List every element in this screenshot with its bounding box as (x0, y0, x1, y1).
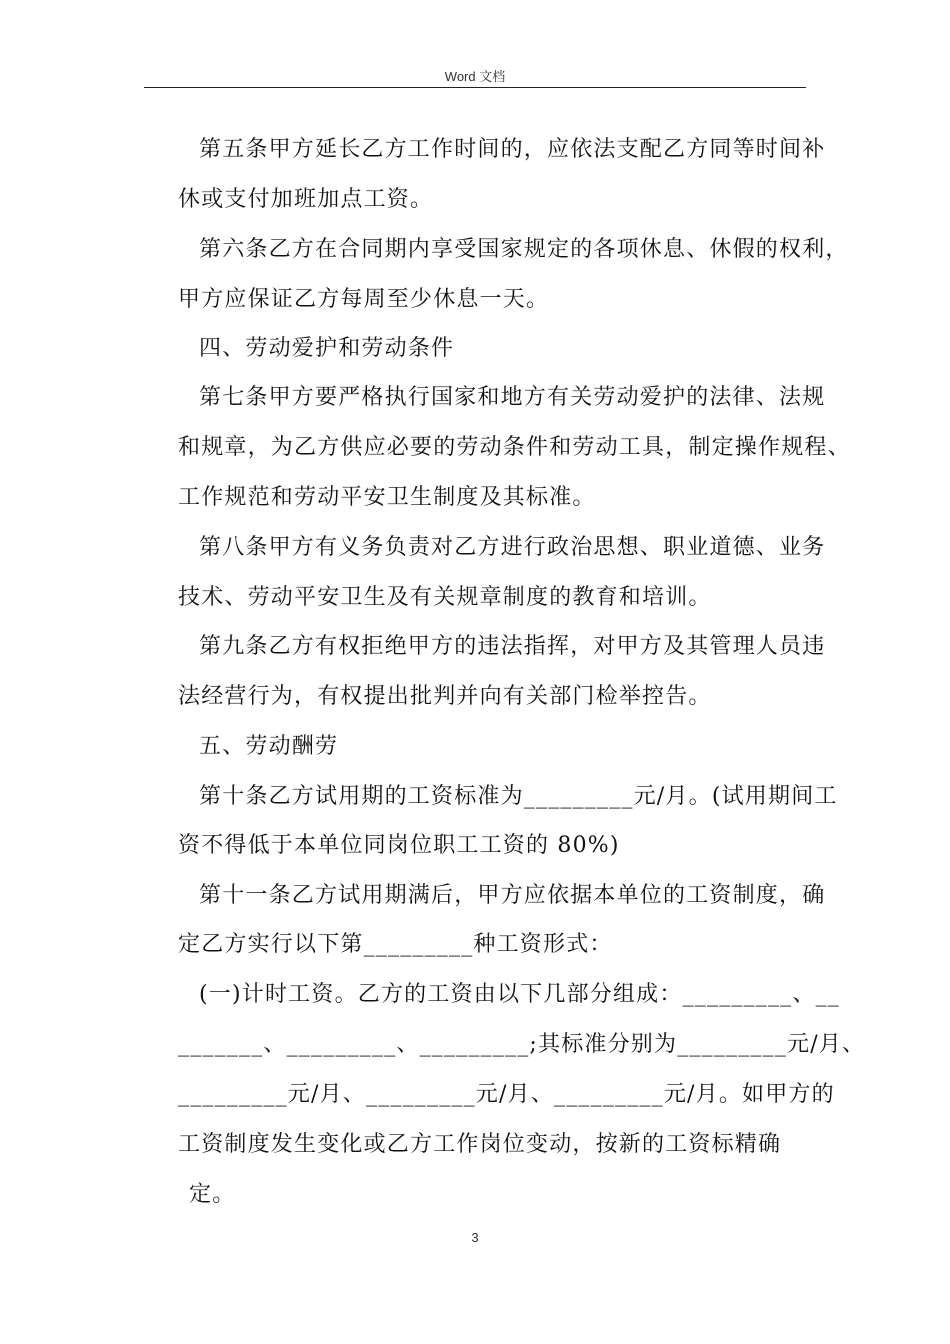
paragraph-line: 和规章，为乙方供应必要的劳动条件和劳动工具，制定操作规程、 (178, 435, 851, 460)
paragraph-line: 定乙方实行以下第_________种工资形式： (178, 932, 613, 957)
section-heading: 五、劳动酬劳 (199, 734, 339, 759)
section-heading: 四、劳动爱护和劳动条件 (199, 336, 455, 361)
paragraph-line: 休或支付加班加点工资。 (178, 187, 434, 212)
paragraph-line: 第八条甲方有义务负责对乙方进行政治思想、职业道德、业务 (199, 535, 826, 560)
page-header: Word 文档 (444, 69, 506, 84)
paragraph-line: 第九条乙方有权拒绝甲方的违法指挥，对甲方及其管理人员违 (199, 634, 826, 659)
paragraph-line: 第六条乙方在合同期内享受国家规定的各项休息、休假的权利， (199, 237, 849, 262)
paragraph-line: _______、_________、_________;其标准分别为_________元/月、 (178, 1032, 866, 1057)
page-number: 3 (471, 1230, 479, 1245)
paragraph-line: 工资制度发生变化或乙方工作岗位变动，按新的工资标精确 (178, 1132, 782, 1157)
paragraph-line: 法经营行为，有权提出批判并向有关部门检举控告。 (178, 684, 712, 709)
paragraph-line: 技术、劳动平安卫生及有关规章制度的教育和培训。 (178, 585, 712, 610)
paragraph-line: 甲方应保证乙方每周至少休息一天。 (178, 287, 550, 312)
paragraph-line: 第十条乙方试用期的工资标准为_________元/月。(试用期间工 (199, 784, 838, 809)
paragraph-line: 第七条甲方要严格执行国家和地方有关劳动爱护的法律、法规 (199, 385, 826, 410)
paragraph-line: 第五条甲方延长乙方工作时间的，应依法支配乙方同等时间补 (199, 137, 826, 162)
paragraph-line: (一)计时工资。乙方的工资由以下几部分组成：_________、__ (199, 982, 840, 1007)
paragraph-line: 第十一条乙方试用期满后，甲方应依据本单位的工资制度，确 (199, 883, 826, 908)
header-divider (144, 87, 806, 88)
paragraph-line: 工作规范和劳动平安卫生制度及其标准。 (178, 485, 596, 510)
paragraph-line: _________元/月、_________元/月、_________元/月。如甲方的 (178, 1082, 835, 1107)
paragraph-line: 定。 (189, 1182, 236, 1207)
paragraph-line: 资不得低于本单位同岗位职工工资的 80%) (178, 833, 620, 858)
